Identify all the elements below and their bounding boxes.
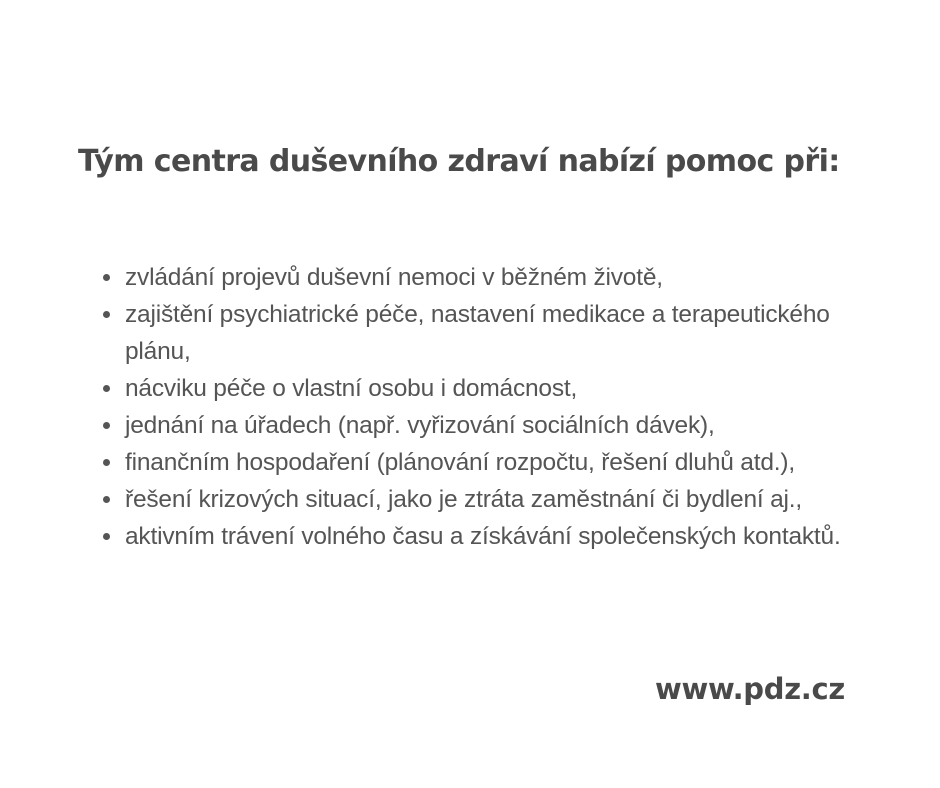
page-title: Tým centra duševního zdraví nabízí pomoc při: — [78, 144, 840, 179]
help-list — [125, 259, 885, 555]
list-item: zvládání projevů duševní nemoci v běžném životě, — [125, 259, 885, 296]
list-item: nácviku péče o vlastní osobu i domácnost, — [125, 370, 885, 407]
list-item: finančním hospodaření (plánování rozpočtu, řešení dluhů atd.), — [125, 444, 885, 481]
list-item: řešení krizových situací, jako je ztráta zaměstnání či bydlení aj., — [125, 481, 885, 518]
website-url: www.pdz.cz — [654, 672, 845, 706]
list-item: jednání na úřadech (např. vyřizování sociálních dávek), — [125, 407, 885, 444]
list-item: aktivním trávení volného času a získávání společenských kontaktů. — [125, 518, 885, 555]
list-item: zajištění psychiatrické péče, nastavení medikace a terapeutického plánu, — [125, 296, 885, 370]
